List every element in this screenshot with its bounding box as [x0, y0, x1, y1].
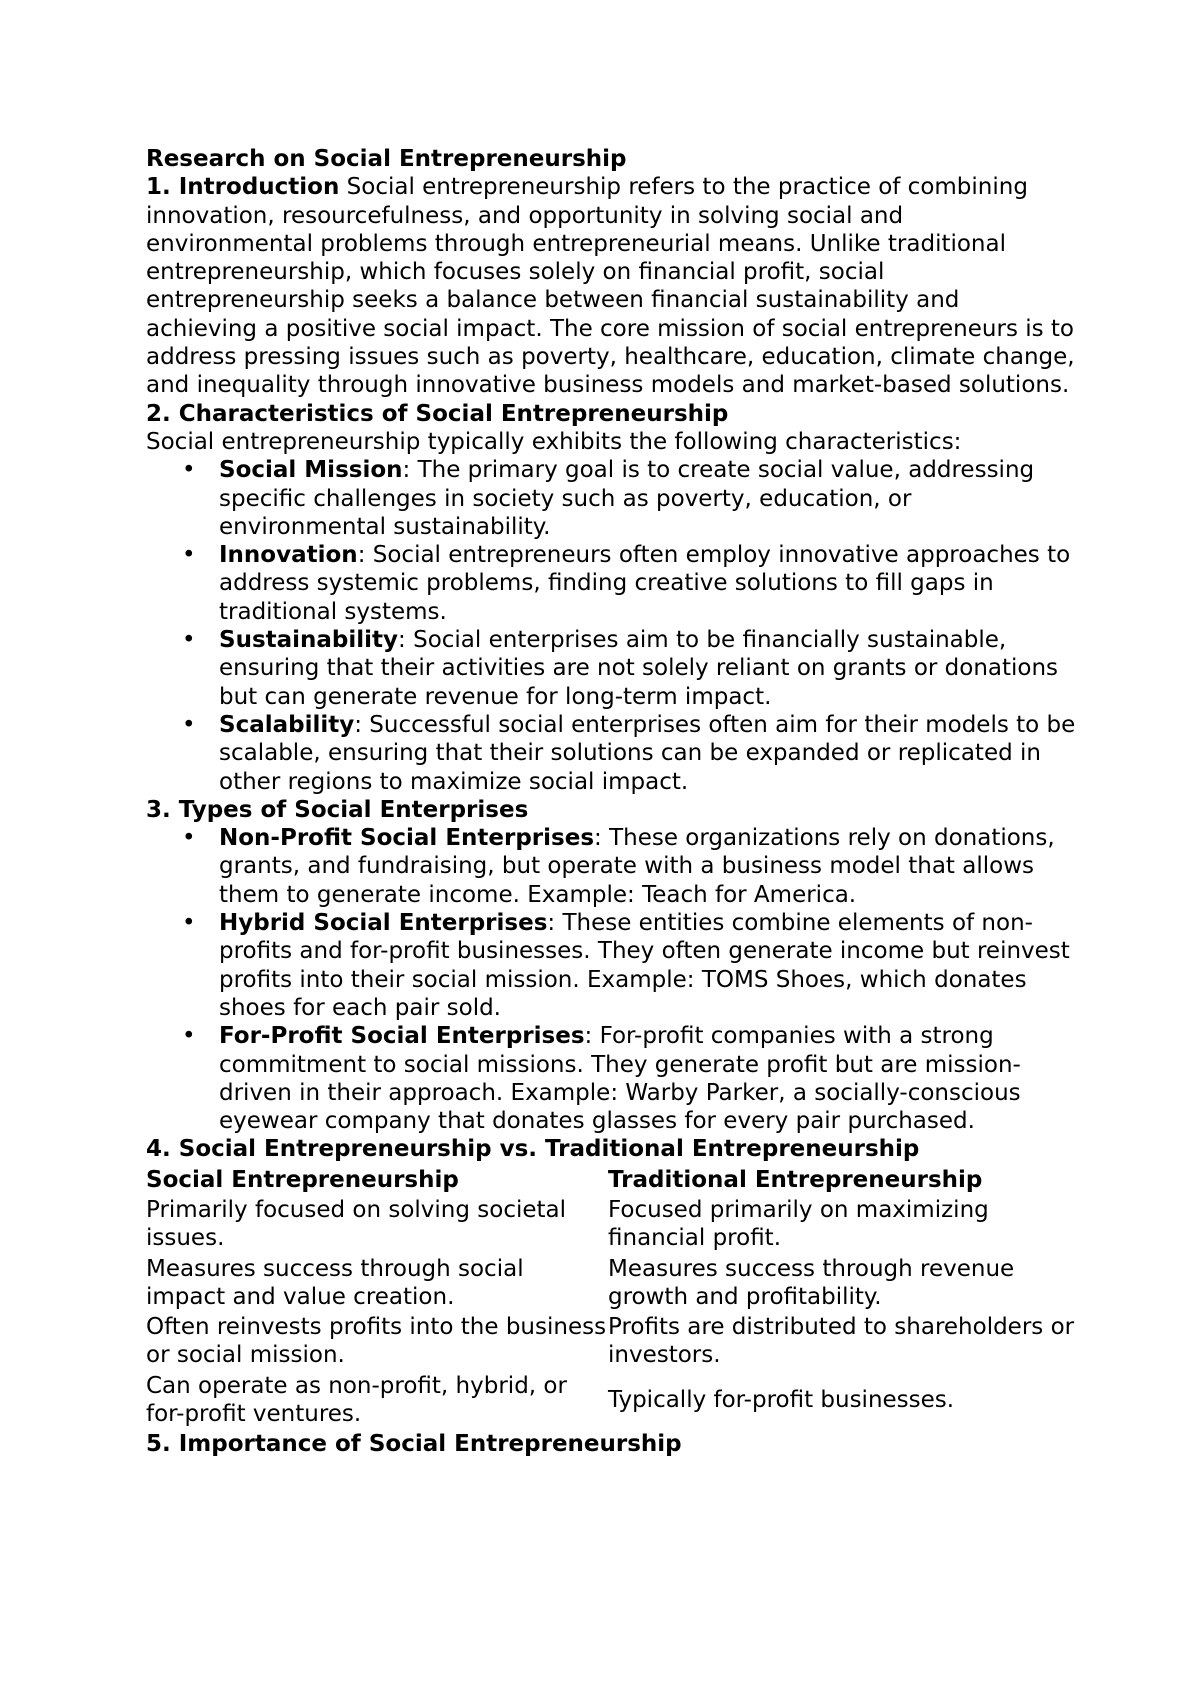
intro-text: Social entrepreneurship refers to the practice of combining innovation, resourcefulness, and opportunity in solving social and environmental problems through entrepreneurial means. Unlike traditional entrepreneurship, which focuses solely on financial profit, social entrepreneurship seeks a balance between financial sustainability and achieving a positive social impact. The core mission of social entrepreneurs is to address pressing issues such as poverty, healthcare, education, climate change, and inequality through innovative business models and market-based solutions.: [146, 174, 1075, 399]
importance-heading: 5. Importance of Social Entrepreneurship: [146, 1431, 682, 1458]
table-cell: Primarily focused on solving societal issues.: [146, 1196, 567, 1252]
bullet-icon: •: [182, 457, 196, 484]
intro-heading: 1. Introduction: [146, 174, 340, 201]
table-row: [146, 1196, 1076, 1255]
item-text: : Successful social enterprises often aim for their models to be scalable, ensuring that their solutions can be expanded or replicated in other regions to maximize social impact.: [219, 711, 1076, 795]
item-term: Scalability: [219, 711, 355, 738]
column-header: Traditional Entrepreneurship: [608, 1166, 983, 1193]
item-term: Hybrid Social Enterprises: [219, 910, 548, 937]
document-page: [146, 145, 1076, 1459]
bullet-icon: •: [182, 711, 196, 738]
item-text: : These organizations rely on donations, grants, and fundraising, but operate with a business model that allows them to generate income. Example: Teach for America.: [219, 825, 1055, 908]
bullet-icon: •: [182, 1023, 196, 1050]
comparison-table: [146, 1166, 1076, 1431]
table-cell: Often reinvests profits into the business or social mission.: [146, 1314, 607, 1369]
table-row: [146, 1372, 1076, 1431]
comparison-heading: 4. Social Entrepreneurship vs. Traditional Entrepreneurship: [146, 1136, 920, 1163]
intro-paragraph: [146, 173, 1076, 399]
item-term: Social Mission: [219, 457, 403, 484]
characteristics-lead: Social entrepreneurship typically exhibits the following characteristics:: [146, 428, 962, 455]
item-text: : The primary goal is to create social value, addressing specific challenges in society such as poverty, education, or environmental sustainability.: [219, 457, 1035, 540]
table-cell: Typically for-profit businesses.: [608, 1386, 955, 1413]
characteristics-heading: 2. Characteristics of Social Entrepreneurship: [146, 400, 729, 427]
list-item: [146, 1022, 1076, 1135]
table-row: [146, 1255, 1076, 1314]
table-cell: Profits are distributed to shareholders or investors.: [608, 1314, 1075, 1369]
table-cell: Focused primarily on maximizing financial profit.: [608, 1196, 989, 1252]
bullet-icon: •: [182, 542, 196, 569]
list-item: [146, 824, 1076, 909]
table-cell: Measures success through social impact and value creation.: [146, 1255, 524, 1310]
item-term: Non-Profit Social Enterprises: [219, 825, 595, 852]
item-text: : Social enterprises aim to be financially sustainable, ensuring that their activities are not solely reliant on grants or donations but can generate revenue for long-term impact.: [219, 627, 1059, 710]
document-title: Research on Social Entrepreneurship: [146, 146, 627, 172]
item-term: Innovation: [219, 542, 358, 569]
list-item: [146, 711, 1076, 796]
table-row: [146, 1313, 1076, 1372]
item-text: : Social entrepreneurs often employ innovative approaches to address systemic problems, finding creative solutions to fill gaps in traditional systems.: [219, 542, 1071, 625]
list-item: [146, 626, 1076, 711]
bullet-icon: •: [182, 825, 196, 852]
list-item: [146, 909, 1076, 1022]
list-item: [146, 541, 1076, 626]
characteristics-list: [146, 456, 1076, 796]
types-heading: 3. Types of Social Enterprises: [146, 796, 529, 823]
bullet-icon: •: [182, 910, 196, 937]
column-header: Social Entrepreneurship: [146, 1166, 459, 1193]
item-text: : These entities combine elements of non-profits and for-profit businesses. They often generate income but reinvest profits into their social mission. Example: TOMS Shoes, which donates shoes for each pair sold.: [219, 910, 1070, 1021]
item-term: For-Profit Social Enterprises: [219, 1023, 585, 1050]
table-header-row: [146, 1166, 1076, 1196]
bullet-icon: •: [182, 627, 196, 654]
list-item: [146, 456, 1076, 541]
table-cell: Measures success through revenue growth and profitability.: [608, 1255, 1015, 1310]
item-term: Sustainability: [219, 627, 399, 654]
table-cell: Can operate as non-profit, hybrid, or for-profit ventures.: [146, 1372, 567, 1428]
types-list: [146, 824, 1076, 1135]
item-text: : For-profit companies with a strong commitment to social missions. They generate profit but are mission-driven in their approach. Example: Warby Parker, a socially-conscious eyewear company that donates glasses for every pair purchased.: [219, 1023, 1021, 1135]
